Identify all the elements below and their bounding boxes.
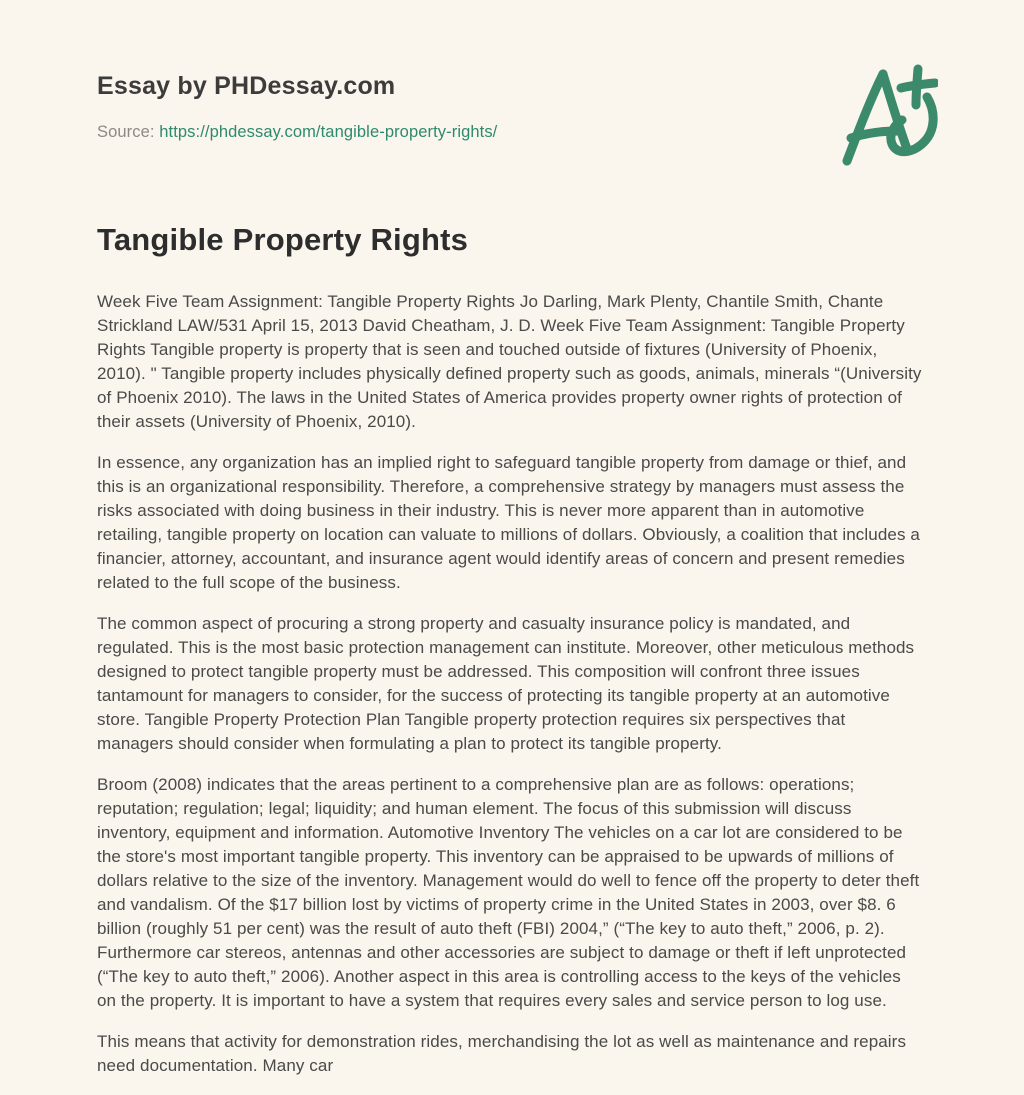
source-row (97, 123, 497, 142)
essay-content (97, 219, 923, 1095)
essay-title: Tangible Property Rights (97, 222, 469, 257)
source-label: Source: (97, 123, 160, 141)
phdessay-a-plus-logo-icon (838, 62, 938, 170)
essay-paragraph-1: Week Five Team Assignment: Tangible Property Rights Jo Darling, Mark Plenty, Chantile Smith, Chante Strickland LAW/531 April 15, 2013 David Cheatham, J. D. Week Five Team Assignment: Tangible Property Rights Tangible property is property that is seen and touched outside of fixtures (University of Phoenix, 2010). " Tangible property includes physically defined property such as goods, animals, minerals “(University of Phoenix 2010). The laws in the United States of America provides property owner rights of protection of their assets (University of Phoenix, 2010). (97, 292, 922, 431)
source-link[interactable]: https://phdessay.com/tangible-property-rights/ (159, 123, 498, 141)
essay-paragraph-2: In essence, any organization has an implied right to safeguard tangible property from damage or thief, and this is an organizational responsibility. Therefore, a comprehensive strategy by managers must assess the risks associated with doing business in their industry. This is never more apparent than in automotive retailing, tangible property on location can valuate to millions of dollars. Obviously, a coalition that includes a financier, attorney, accountant, and insurance agent would identify areas of concern and present remedies related to the full scope of the business. (97, 453, 920, 592)
essay-paragraph-4: Broom (2008) indicates that the areas pertinent to a comprehensive plan are as follows: operations; reputation; regulation; legal; liquidity; and human element. The focus of this submission will discuss inventory, equipment and information. Automotive Inventory The vehicles on a car lot are considered to be the store's most important tangible property. This inventory can be appraised to be upwards of millions of dollars relative to the size of the inventory. Management would do well to fence off the property to deter theft and vandalism. Of the $17 billion lost by victims of property crime in the United States in 2003, over $8. 6 billion (roughly 51 per cent) was the result of auto theft (FBI) 2004,” (“The key to auto theft,” 2006, p. 2). Furthermore car stereos, antennas and other accessories are subject to damage or theft if left unprotected (“The key to auto theft,” 2006). Another aspect in this area is controlling access to the keys of the vehicles on the property. It is important to have a system that requires every sales and service person to log use. (97, 775, 920, 1010)
essay-paragraph-3: The common aspect of procuring a strong property and casualty insurance policy is mandated, and regulated. This is the most basic protection management can institute. Moreover, other meticulous methods designed to protect tangible property must be addressed. This composition will confront three issues tantamount for managers to consider, for the success of protecting its tangible property at an automotive store. Tangible Property Protection Plan Tangible property protection requires six perspectives that managers should consider when formulating a plan to protect its tangible property. (97, 614, 915, 753)
essay-paragraph-5: This means that activity for demonstration rides, merchandising the lot as well as maintenance and repairs need documentation. Many car (97, 1032, 907, 1075)
essay-byline: Essay by PHDessay.com (97, 72, 396, 100)
